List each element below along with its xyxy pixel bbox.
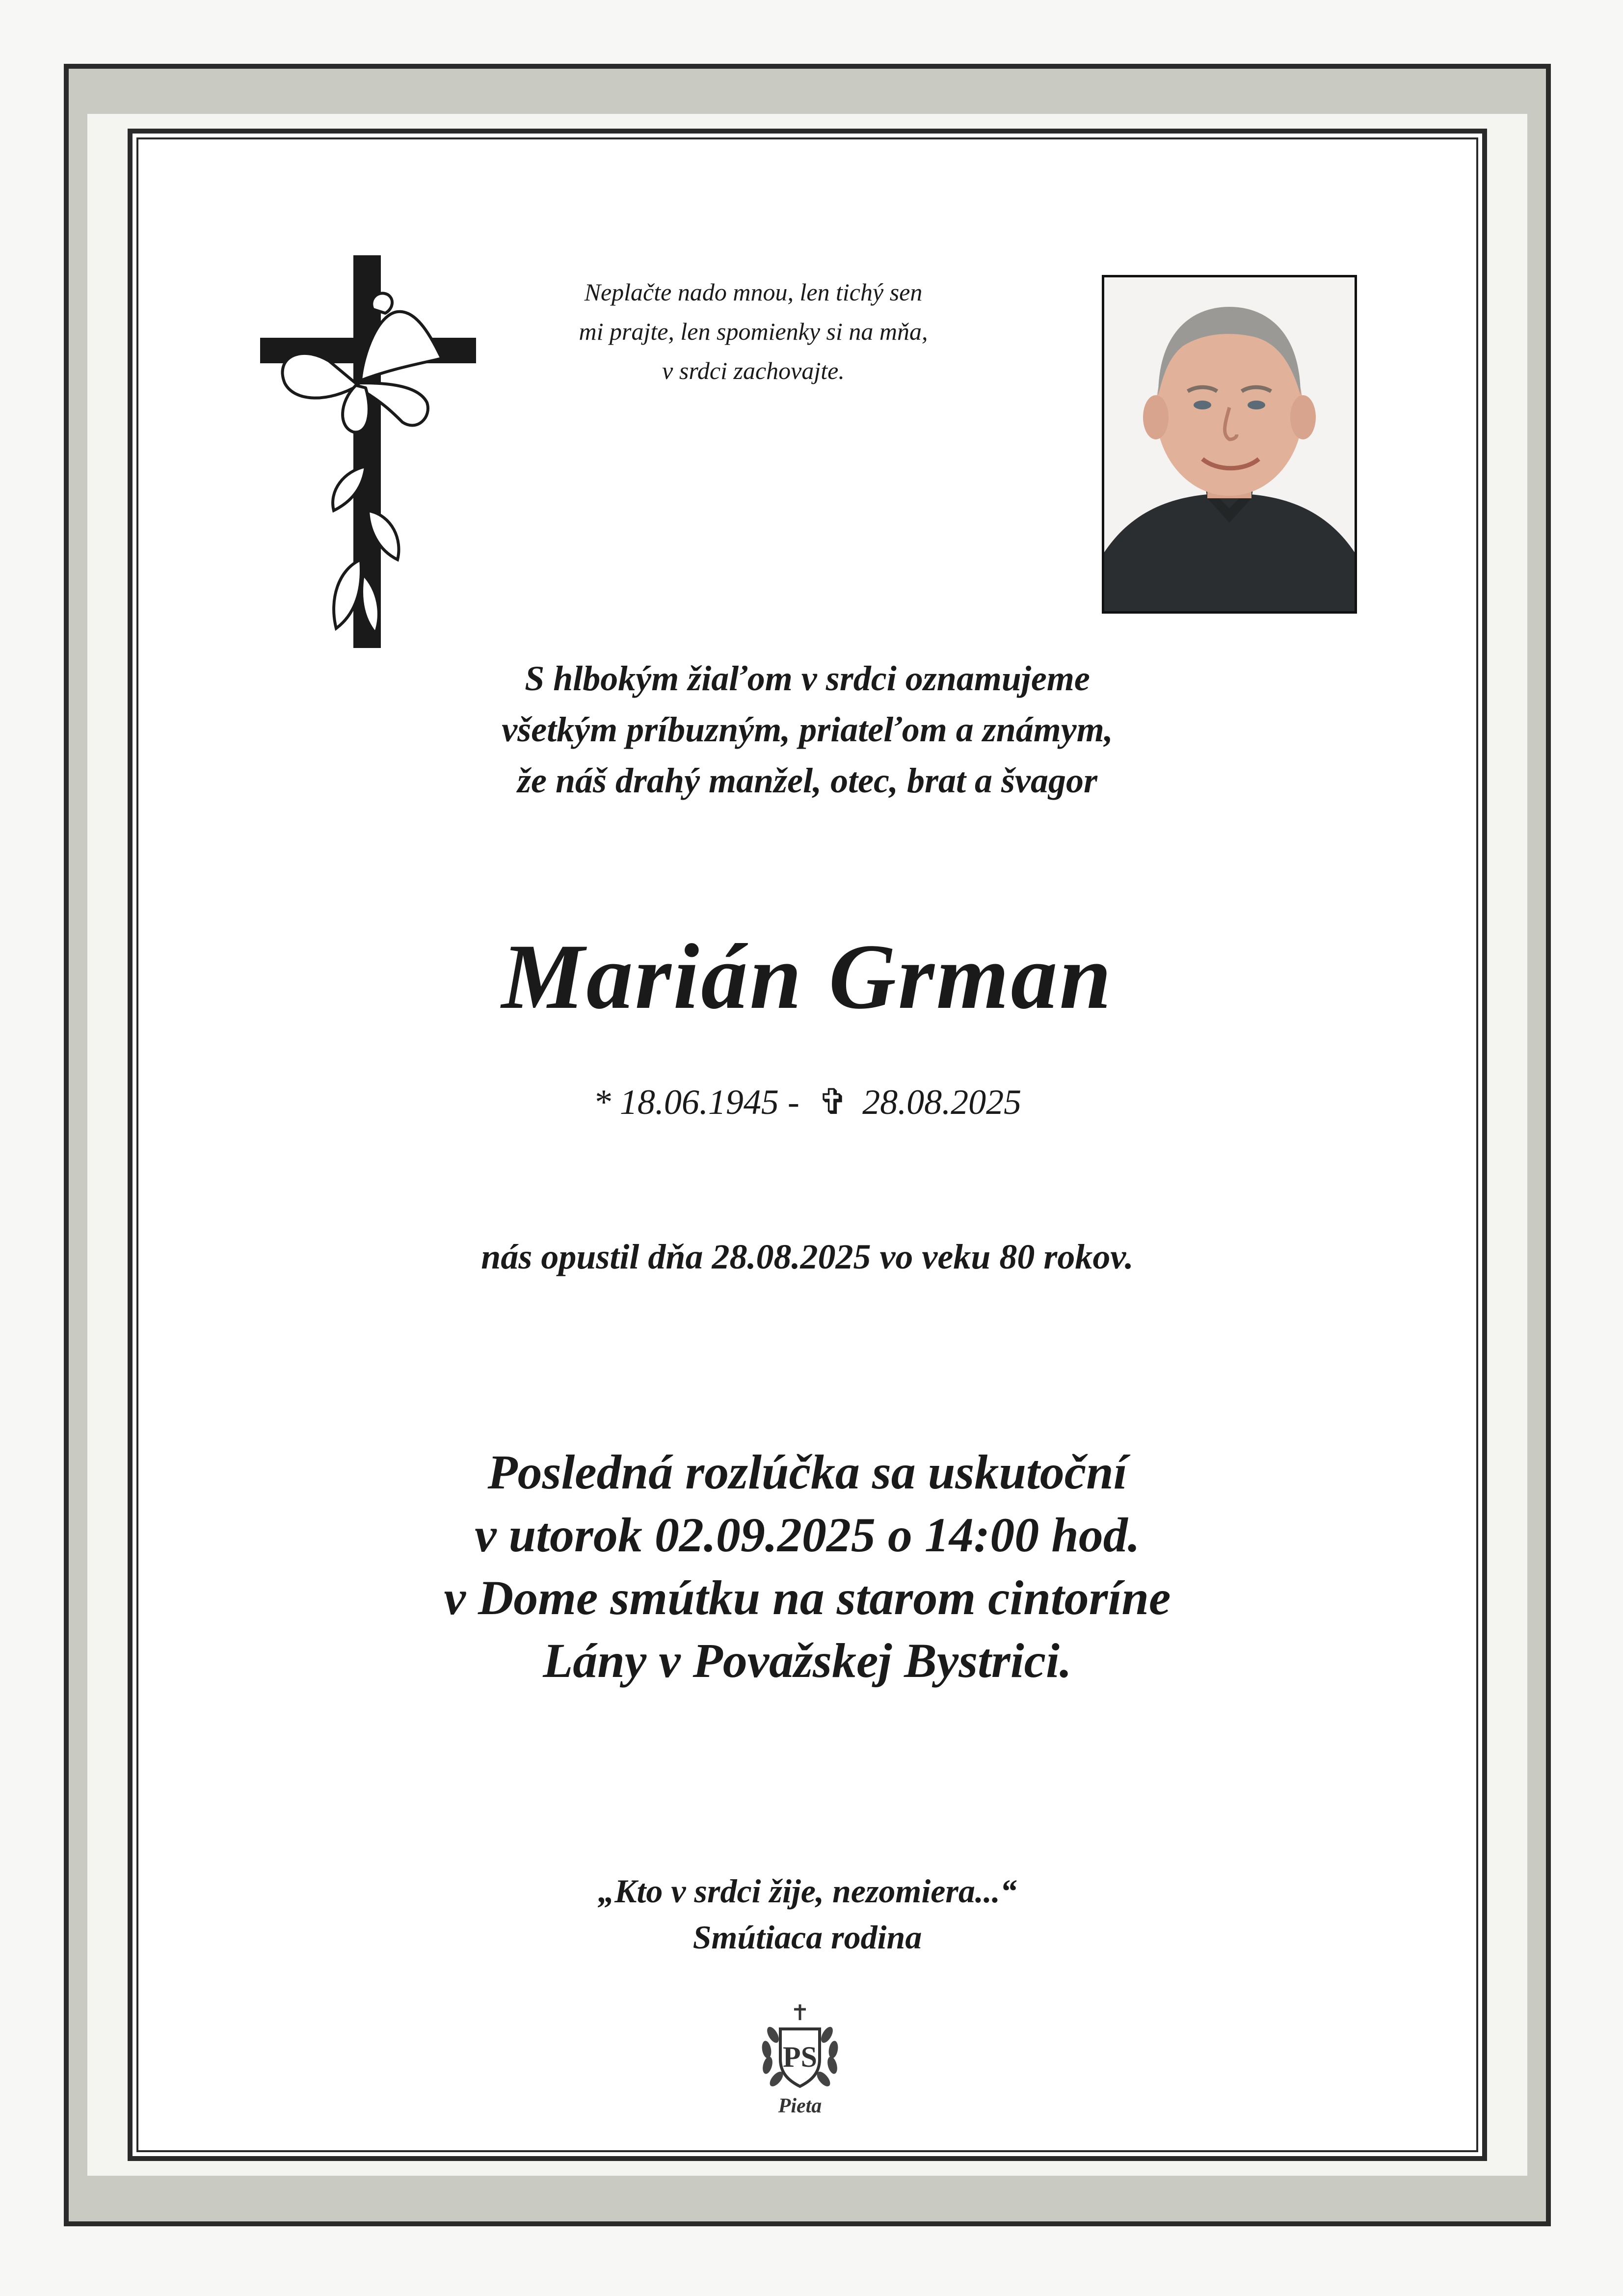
poem-block xyxy=(442,272,1065,390)
farewell-line: v Dome smútku na starom cintoríne xyxy=(444,1570,1171,1625)
closing-quote: „Kto v srdci žije, nezomiera...“ xyxy=(598,1872,1017,1910)
poem-line: mi prajte, len spomienky si na mňa, xyxy=(579,318,928,345)
announcement-line: S hlbokým žiaľom v srdci oznamujeme xyxy=(525,659,1090,698)
closing-block xyxy=(128,1868,1487,1960)
passed-away-line: nás opustil dňa 28.08.2025 vo veku 80 rokov. xyxy=(481,1237,1134,1276)
announcement-line: všetkým príbuzným, priateľom a známym, xyxy=(502,710,1113,749)
logo-caption: Pieta xyxy=(778,2095,822,2117)
poem-line: v srdci zachovajte. xyxy=(662,357,845,384)
farewell-line: Posledná rozlúčka sa uskutoční xyxy=(487,1445,1127,1499)
logo-monogram: PS xyxy=(782,2041,818,2073)
announcement-block xyxy=(128,653,1487,806)
farewell-line: Lány v Považskej Bystrici. xyxy=(543,1633,1072,1688)
birth-date: * 18.06.1945 - xyxy=(593,1082,799,1122)
farewell-block xyxy=(128,1441,1487,1692)
deceased-name: Marián Grman xyxy=(501,925,1114,1028)
announcement-line: že náš drahý manžel, otec, brat a švagor xyxy=(517,761,1098,800)
poem-line: Neplačte nado mnou, len tichý sen xyxy=(584,278,923,306)
portrait-photo xyxy=(1102,275,1357,614)
portrait-image xyxy=(1104,277,1355,611)
death-date: 28.08.2025 xyxy=(862,1082,1022,1122)
family-signature: Smútiaca rodina xyxy=(692,1918,922,1956)
life-dates xyxy=(128,1078,1487,1127)
farewell-line: v utorok 02.09.2025 o 14:00 hod. xyxy=(475,1508,1140,1562)
death-cross-icon: ✞ xyxy=(818,1082,848,1122)
